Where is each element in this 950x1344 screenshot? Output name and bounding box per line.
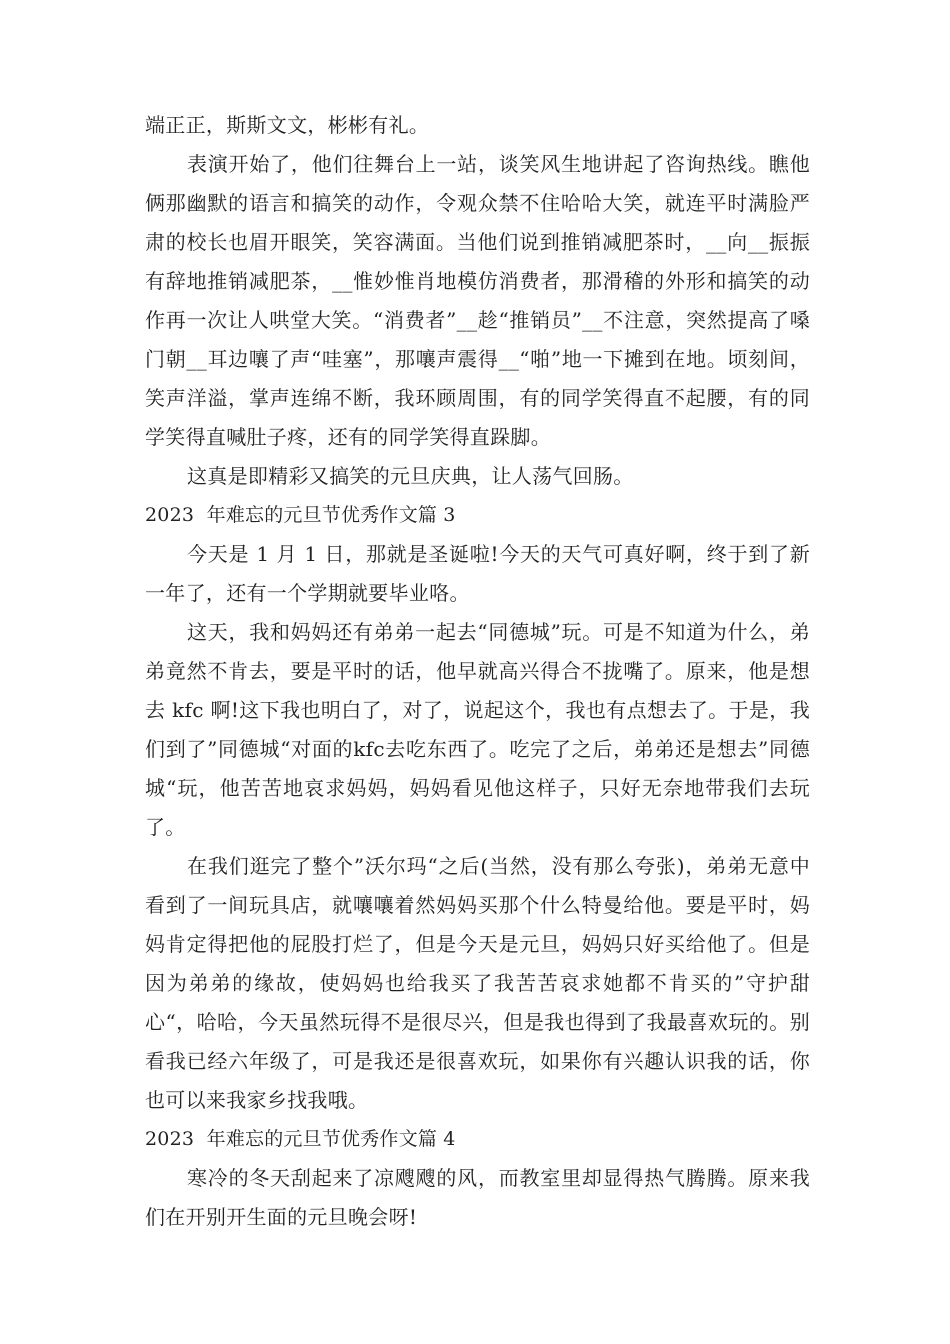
paragraph: 这天，我和妈妈还有弟弟一起去“同德城”玩。可是不知道为什么，弟弟竟然不肯去，要是平时的话，他早就高兴得合不拢嘴了。原来，他是想去 kfc 啊!这下我也明白了，对了，说起这个，我也有点想去了。于是，我们到了”同德城“对面的kfc去吃东西了。吃完了之后，弟弟还是想去”同德城“玩，他苦苦地哀求妈妈，妈妈看见他这样子，只好无奈地带我们去玩了。 [145, 620, 810, 839]
paragraph: 这真是即精彩又搞笑的元旦庆典，让人荡气回肠。 [187, 464, 634, 488]
paragraph: 今天是 1 月 1 日，那就是圣诞啦!今天的天气可真好啊，终于到了新一年了，还有一个学期就要毕业咯。 [145, 542, 810, 605]
section-heading: 2023 年难忘的元旦节优秀作文篇 3 [145, 504, 456, 526]
paragraph: 端正正，斯斯文文，彬彬有礼。 [145, 113, 430, 137]
paragraph: 寒冷的冬天刮起来了凉飕飕的风，而教室里却显得热气腾腾。原来我们在开别开生面的元旦晚会呀! [145, 1166, 810, 1229]
paragraph: 表演开始了，他们往舞台上一站，谈笑风生地讲起了咨询热线。瞧他俩那幽默的语言和搞笑的动作，令观众禁不住哈哈大笑，就连平时满脸严肃的校长也眉开眼笑，笑容满面。当他们说到推销减肥茶时，__向__振振有辞地推销减肥茶，__惟妙惟肖地模仿消费者，那滑稽的外形和搞笑的动作再一次让人哄堂大笑。“消费者”__趁“推销员”__不注意，突然提高了嗓门朝__耳边嚷了声“哇塞”，那嚷声震得__“啪”地一下摊到在地。顷刻间，笑声洋溢，掌声连绵不断，我环顾周围，有的同学笑得直不起腰，有的同学笑得直喊肚子疼，还有的同学笑得直跺脚。 [145, 152, 810, 449]
section-heading: 2023 年难忘的元旦节优秀作文篇 4 [145, 1128, 456, 1150]
paragraph: 在我们逛完了整个”沃尔玛“之后(当然，没有那么夸张)，弟弟无意中看到了一间玩具店，就嚷嚷着然妈妈买那个什么特曼给他。要是平时，妈妈肯定得把他的屁股打烂了，但是今天是元旦，妈妈只好买给他了。但是因为弟弟的缘故，使妈妈也给我买了我苦苦哀求她都不肯买的”守护甜心“，哈哈，今天虽然玩得不是很尽兴，但是我也得到了我最喜欢玩的。别看我已经六年级了，可是我还是很喜欢玩，如果你有兴趣认识我的话，你也可以来我家乡找我哦。 [145, 854, 810, 1112]
document-body [145, 106, 810, 1237]
